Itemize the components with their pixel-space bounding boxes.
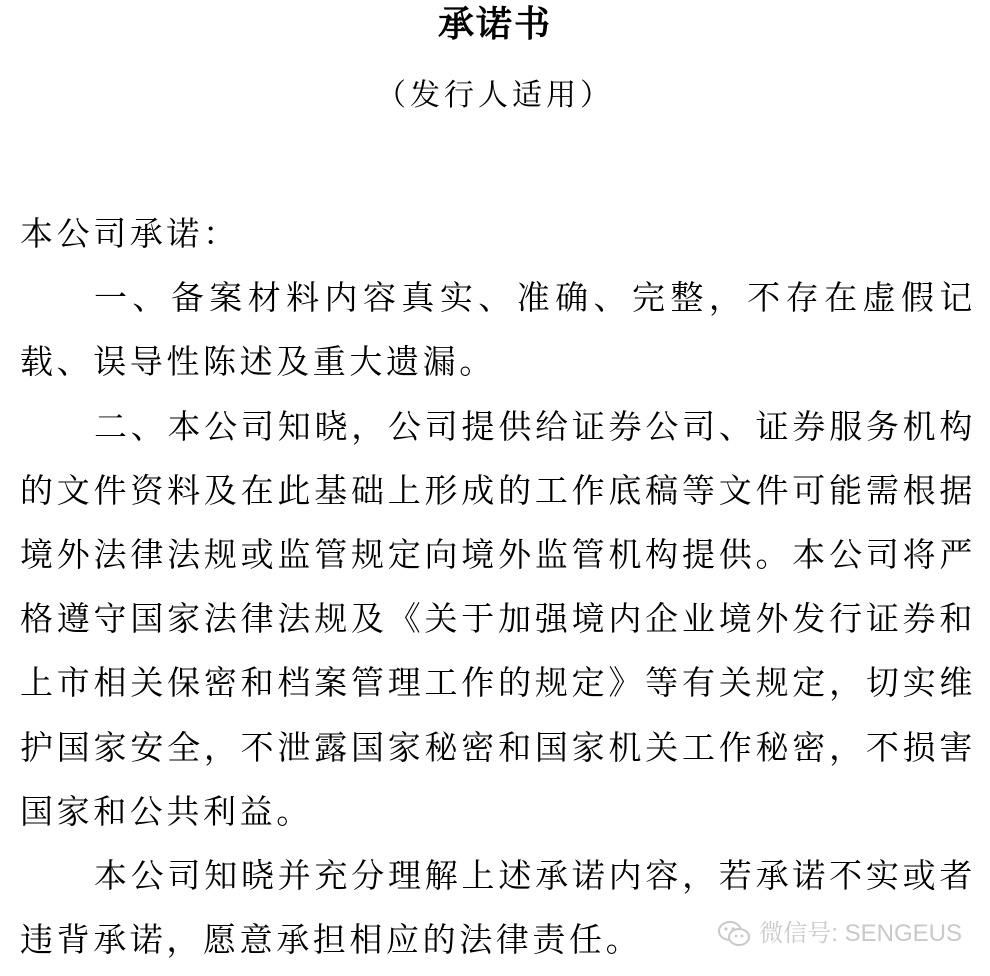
watermark-text: 微信号: SENGEUS xyxy=(759,920,962,947)
document-title: 承诺书 xyxy=(437,3,552,45)
paragraph-closing: 本公司知晓并充分理解上述承诺内容，若承诺不实或者违背承诺，愿意承担相应的法律责任。 xyxy=(20,856,976,960)
document-body xyxy=(20,202,976,972)
paragraph-commitment-1: 一、备案材料内容真实、准确、完整，不存在虚假记载、误导性陈述及重大遗漏。 xyxy=(20,278,976,382)
paragraph-intro: 本公司承诺： xyxy=(20,214,240,253)
wechat-icon xyxy=(717,920,751,948)
watermark xyxy=(717,916,962,952)
document-subtitle: （发行人适用） xyxy=(376,78,614,113)
paragraph-commitment-2: 二、本公司知晓，公司提供给证券公司、证券服务机构的文件资料及在此基础上形成的工作底稿等文件可能需根据境外法律法规或监管规定向境外监管机构提供。本公司将严格遵守国家法律法规及《关于加强境内企业境外发行证券和上市相关保密和档案管理工作的规定》等有关规定，切实维护国家安全，不泄露国家秘密和国家机关工作秘密，不损害国家和公共利益。 xyxy=(20,406,976,831)
